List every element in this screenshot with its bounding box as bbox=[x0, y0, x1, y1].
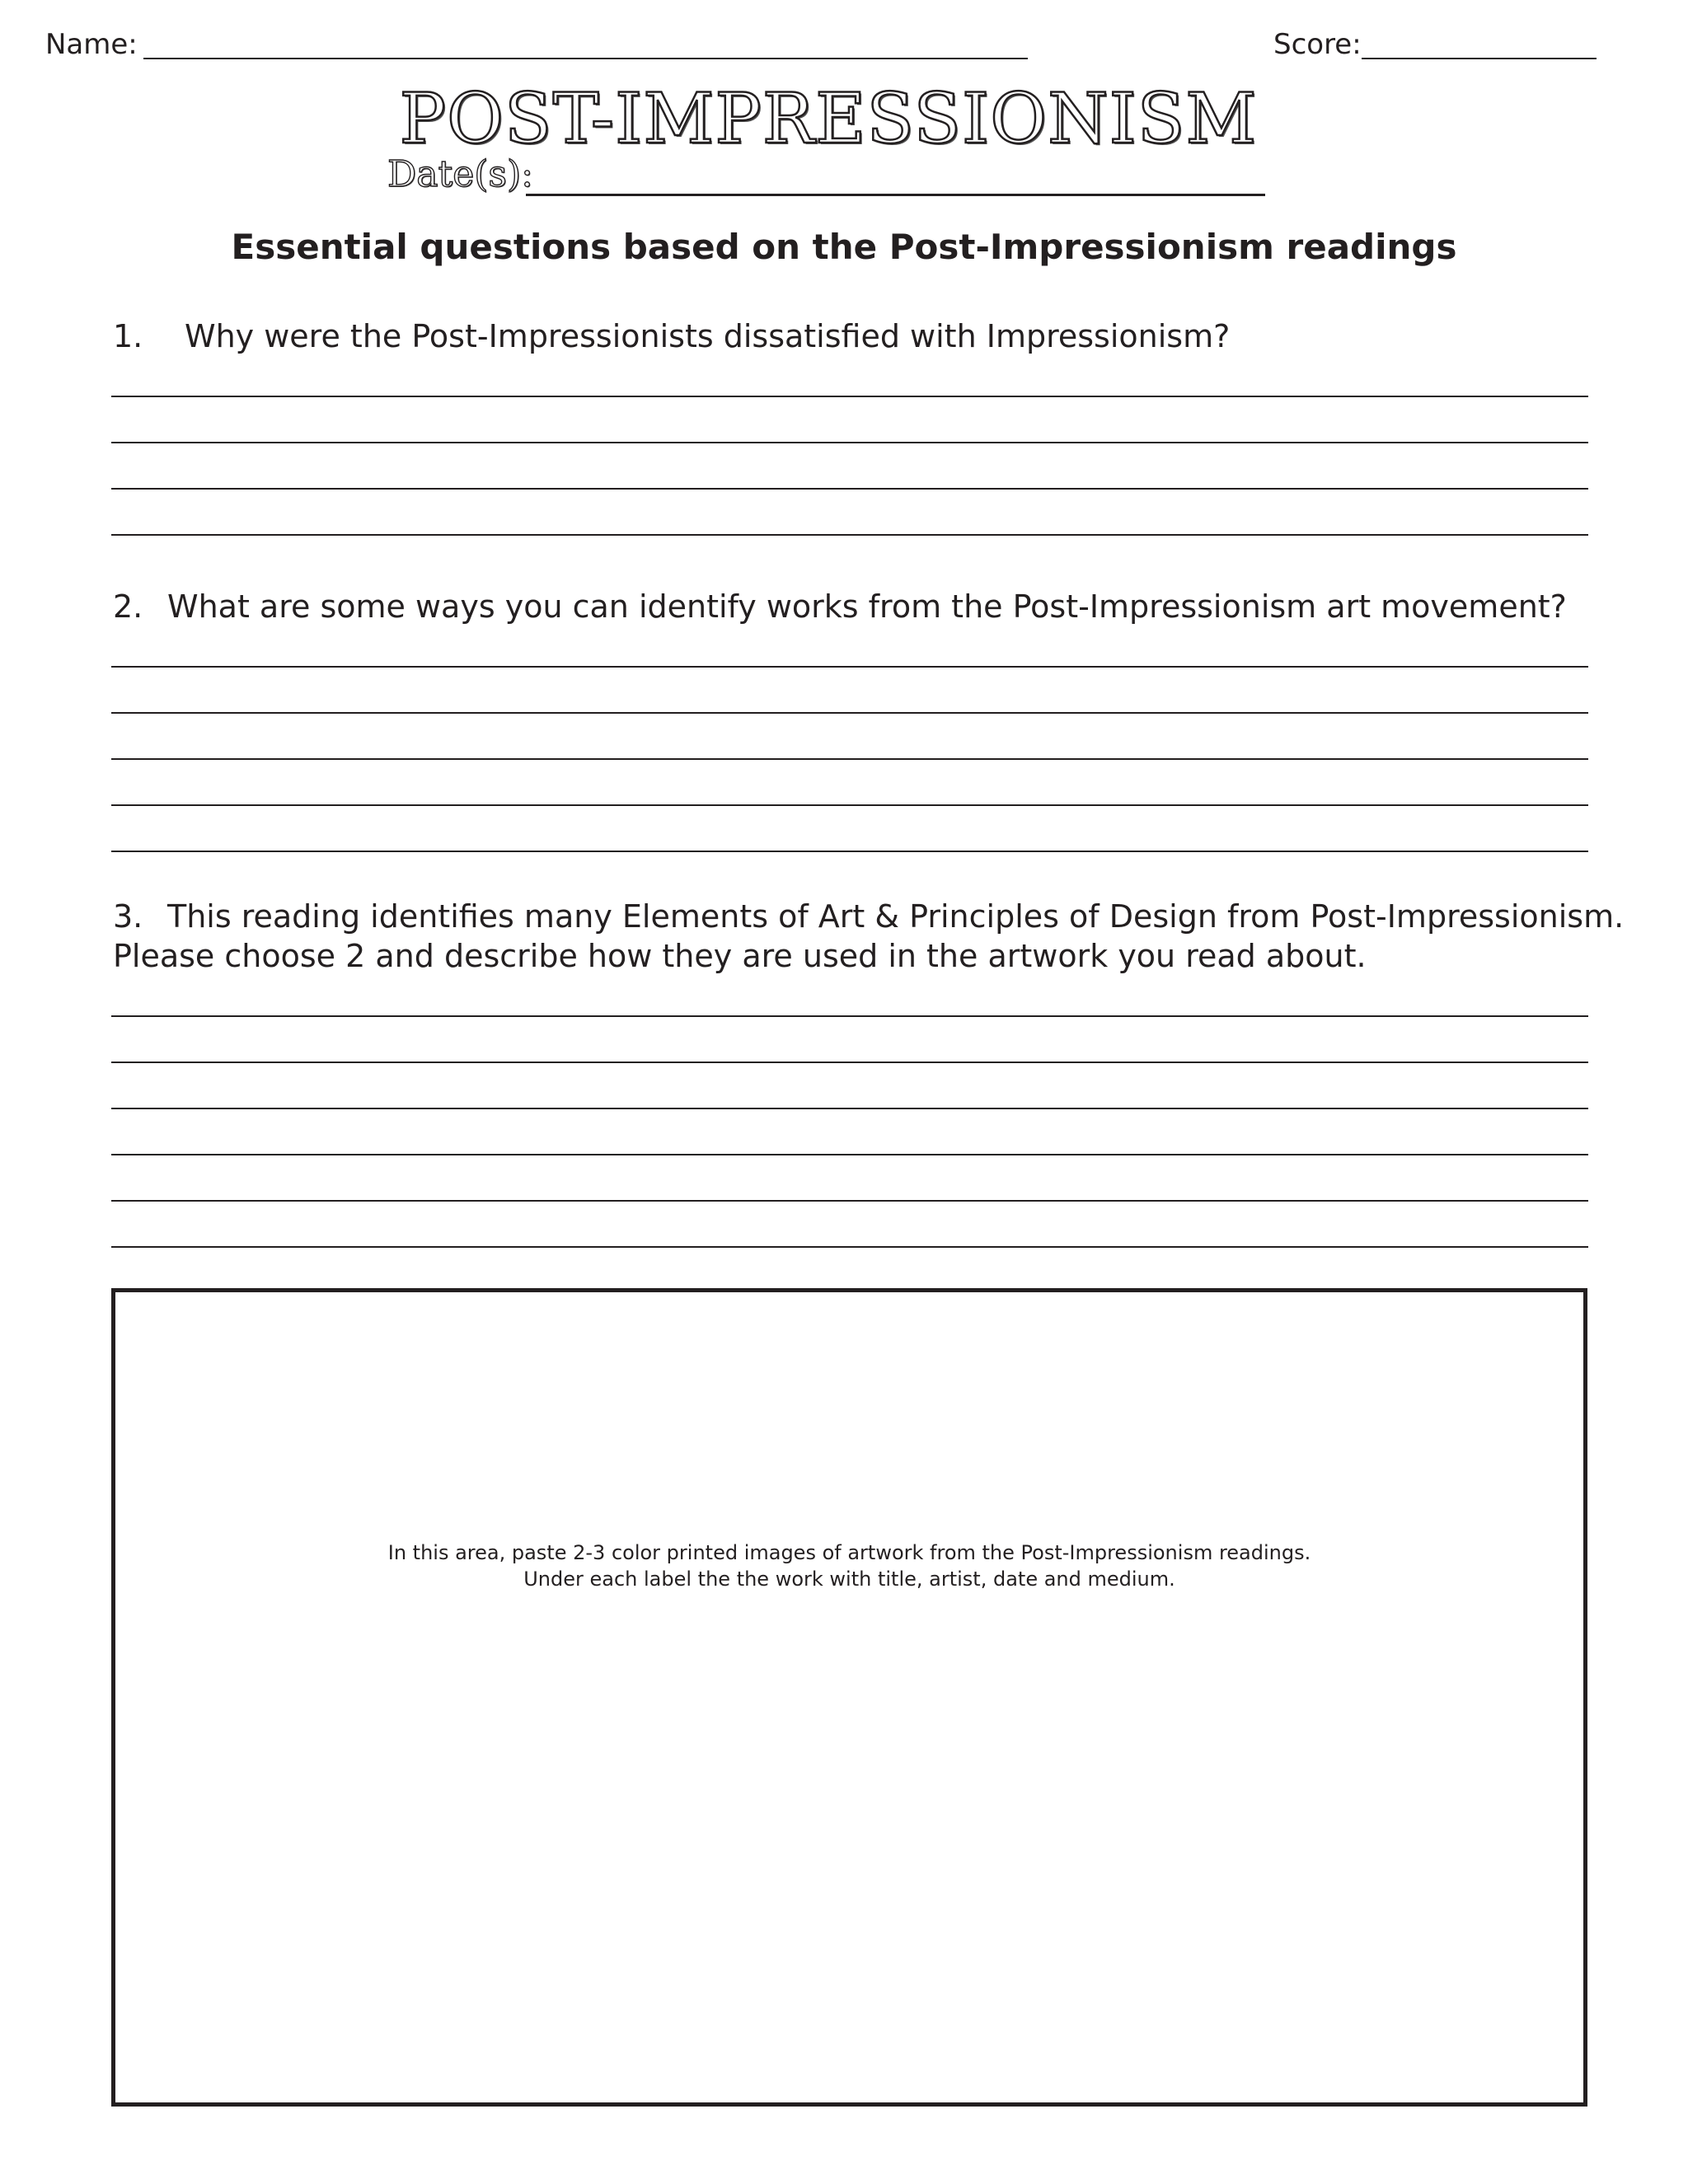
question-text: This reading identifies many Elements of Art & Principles of Design from Post-Impressionism. bbox=[167, 898, 1625, 935]
answer-line[interactable] bbox=[111, 1108, 1588, 1109]
answer-line[interactable] bbox=[111, 666, 1588, 668]
answer-line[interactable] bbox=[111, 712, 1588, 714]
answer-line[interactable] bbox=[111, 851, 1588, 852]
answer-line[interactable] bbox=[111, 758, 1588, 760]
score-label: Score: bbox=[1273, 28, 1362, 61]
question-text: Why were the Post-Impressionists dissatisfied with Impressionism? bbox=[185, 318, 1231, 354]
question-number: 3. bbox=[113, 898, 143, 935]
answer-line[interactable] bbox=[111, 804, 1588, 806]
question-number: 2. bbox=[113, 588, 143, 625]
question-3 bbox=[113, 897, 1625, 976]
page-title: POST-IMPRESSIONISM bbox=[399, 78, 1258, 159]
name-field-line[interactable] bbox=[143, 58, 1028, 59]
question-text-continued: Please choose 2 and describe how they are used in the artwork you read about. bbox=[113, 938, 1367, 974]
dates-label: Date(s): bbox=[387, 153, 533, 195]
answer-line[interactable] bbox=[111, 396, 1588, 397]
question-number: 1. bbox=[113, 318, 143, 354]
answer-line[interactable] bbox=[111, 1154, 1588, 1155]
answer-line[interactable] bbox=[111, 1246, 1588, 1248]
score-field-line[interactable] bbox=[1362, 58, 1597, 59]
answer-line[interactable] bbox=[111, 1200, 1588, 1202]
paste-instructions bbox=[115, 1540, 1583, 1592]
answer-line[interactable] bbox=[111, 488, 1588, 490]
name-label: Name: bbox=[45, 28, 138, 61]
answer-line[interactable] bbox=[111, 534, 1588, 536]
answer-line[interactable] bbox=[111, 1062, 1588, 1063]
answer-line[interactable] bbox=[111, 1015, 1588, 1017]
question-2 bbox=[113, 587, 1588, 626]
answer-line[interactable] bbox=[111, 442, 1588, 443]
dates-field-line[interactable] bbox=[526, 194, 1265, 196]
paste-instructions-line-2: Under each label the the work with title, artist, date and medium. bbox=[523, 1568, 1175, 1591]
subtitle: Essential questions based on the Post-Impressionism readings bbox=[231, 227, 1457, 267]
question-1 bbox=[113, 316, 1588, 356]
paste-instructions-line-1: In this area, paste 2-3 color printed images of artwork from the Post-Impressionism readings. bbox=[387, 1541, 1311, 1564]
image-paste-area[interactable] bbox=[111, 1288, 1587, 2107]
question-text: What are some ways you can identify works from the Post-Impressionism art movement? bbox=[167, 588, 1567, 625]
